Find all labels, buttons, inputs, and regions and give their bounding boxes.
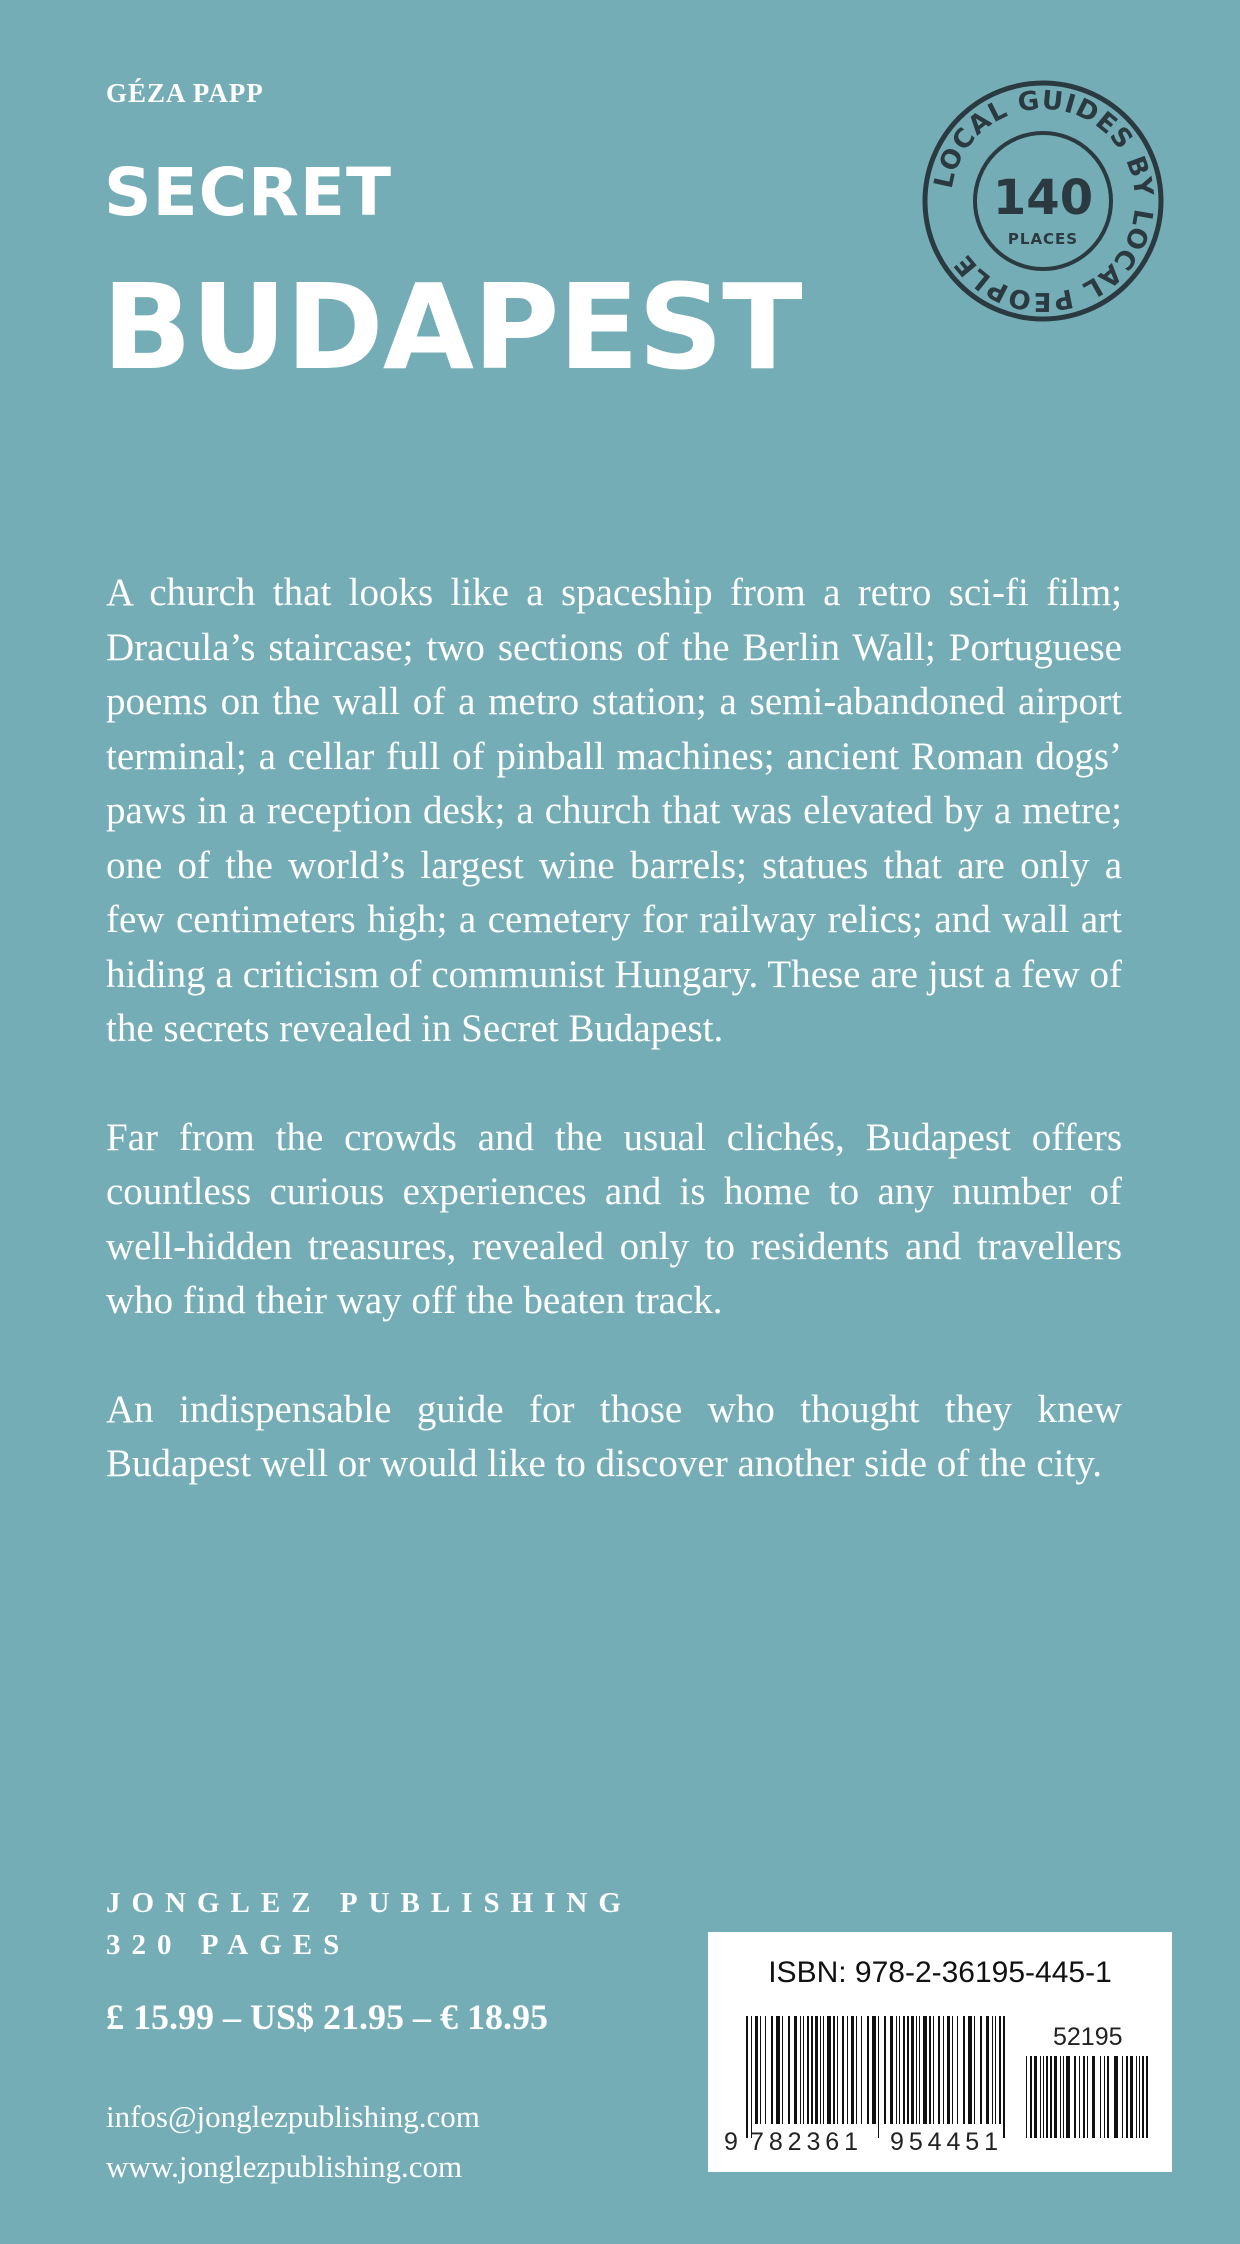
barcode-bar <box>1030 2056 1032 2138</box>
barcode-bar <box>1074 2056 1076 2138</box>
barcode-bar <box>1087 2056 1088 2138</box>
barcode-bar <box>974 2016 975 2124</box>
barcode-bar <box>851 2016 854 2124</box>
website-link[interactable]: www.jonglezpublishing.com <box>106 2149 463 2184</box>
barcode-bar <box>782 2016 783 2124</box>
barcode-bar <box>992 2016 993 2124</box>
barcode-bar <box>872 2016 876 2124</box>
barcode-digits-left: 782361 <box>750 2128 858 2156</box>
publisher-block <box>106 1882 632 1966</box>
badge-label: PLACES <box>1007 230 1079 248</box>
barcode-bar <box>947 2016 950 2124</box>
barcode-bar <box>1063 2056 1064 2138</box>
badge-number: 140 <box>992 170 1094 226</box>
barcode-bar <box>919 2016 920 2124</box>
barcode-first-digit: 9 <box>724 2128 738 2156</box>
barcode-bar <box>938 2016 940 2124</box>
title-secret: SECRET <box>104 154 392 231</box>
barcode-addon-digits: 52195 <box>1053 2023 1123 2051</box>
barcode-bar <box>1026 2056 1027 2138</box>
author-name: GÉZA PAPP <box>106 78 264 108</box>
barcode-bar <box>884 2016 886 2124</box>
addon-barcode-bars <box>1026 2056 1148 2138</box>
barcode-bar <box>755 2016 758 2124</box>
barcode-digits-right: 954451 <box>890 2128 998 2156</box>
places-badge <box>918 76 1168 326</box>
barcode-bar <box>923 2016 927 2124</box>
badge-ring-text: LOCAL GUIDES BY LOCAL PEOPLE <box>928 85 1159 317</box>
barcode-bar <box>1100 2056 1101 2138</box>
barcode-bar <box>861 2016 862 2124</box>
barcode-bar <box>820 2016 821 2124</box>
barcode-bar <box>999 2016 1001 2124</box>
page-count: 320 PAGES <box>106 1929 351 1961</box>
barcode-bar <box>1126 2056 1128 2138</box>
barcode-bar <box>1066 2056 1070 2138</box>
barcode-bar <box>1060 2056 1061 2138</box>
barcode-bar <box>823 2016 824 2124</box>
barcode-bar <box>788 2016 790 2124</box>
barcode-bar <box>1092 2056 1095 2138</box>
barcode-bar <box>933 2016 934 2124</box>
back-cover-blurb <box>106 566 1122 1546</box>
barcode-bar <box>842 2016 844 2124</box>
barcode-bar <box>765 2016 766 2124</box>
blurb-paragraph: A church that looks like a spaceship from a retro sci-fi film; Dracula’s staircase; two sections of the Berlin Wall; Portuguese poems on the wall of a metro station; a semi-abandoned airport terminal; a cellar full of pinball machines; ancient Roman dogs’ paws in a reception desk; a church that was elevated by a metre; one of the world’s largest wine barrels; statues that are only a few centimeters high; a cemetery for railway relics; and wall art hiding a criticism of communist Hungary. These are just a few of the secrets revealed in Secret Budapest. <box>106 571 1122 1050</box>
barcode-bar <box>952 2016 953 2124</box>
barcode-bar <box>1040 2056 1041 2138</box>
barcode-bar <box>968 2016 972 2124</box>
price: £ 15.99 – US$ 21.95 – € 18.95 <box>106 1997 549 2037</box>
barcode-bar <box>1146 2056 1148 2138</box>
barcode-bar <box>878 2016 879 2138</box>
barcode-panel <box>708 1932 1172 2172</box>
title-city: BUDAPEST <box>102 258 802 396</box>
barcode-bar <box>943 2016 944 2124</box>
blurb-paragraph: Far from the crowds and the usual clichés, Budapest offers countless curious experiences and is home to any number of well-hidden treasures, revealed only to residents and travellers who find their way off the beaten track. <box>106 1115 1122 1322</box>
barcode-bar <box>1054 2056 1057 2138</box>
barcode-bar <box>907 2016 909 2124</box>
barcode <box>708 1932 1172 2172</box>
barcode-bar <box>811 2016 813 2124</box>
barcode-bar <box>867 2016 869 2124</box>
barcode-bar <box>847 2016 848 2124</box>
barcode-bar <box>1107 2056 1109 2138</box>
barcode-bar <box>1139 2056 1140 2138</box>
barcode-bar <box>807 2016 809 2124</box>
barcode-bar <box>1136 2056 1137 2138</box>
blurb-paragraph: An indispensable guide for those who thought they knew Budapest well or would like to discover another side of the city. <box>106 1387 1122 1485</box>
barcode-bar <box>815 2016 818 2124</box>
barcode-bar <box>890 2016 893 2124</box>
barcode-bar <box>1043 2056 1044 2138</box>
barcode-bar <box>800 2016 801 2124</box>
barcode-bar <box>1104 2056 1105 2138</box>
barcode-bar <box>899 2016 900 2124</box>
barcode-bar <box>957 2016 958 2124</box>
barcode-bar <box>751 2016 752 2138</box>
barcode-bar <box>1046 2056 1048 2138</box>
barcode-bar <box>986 2016 989 2124</box>
barcode-bar <box>1034 2056 1037 2138</box>
barcode-bar <box>827 2016 831 2124</box>
barcode-bar <box>833 2016 835 2124</box>
email-link[interactable]: infos@jonglezpublishing.com <box>106 2099 480 2134</box>
barcode-bar <box>929 2016 931 2124</box>
barcode-bar <box>1130 2056 1133 2138</box>
barcode-bar <box>1083 2056 1085 2138</box>
barcode-bar <box>963 2016 965 2124</box>
barcode-bar <box>903 2016 905 2124</box>
barcode-bar <box>776 2016 780 2124</box>
barcode-bar <box>746 2016 748 2138</box>
barcode-bar <box>916 2016 917 2124</box>
barcode-bar <box>980 2016 982 2124</box>
barcode-bar <box>1079 2056 1080 2138</box>
barcode-bar <box>771 2016 773 2124</box>
publisher-name: JONGLEZ PUBLISHING <box>106 1887 632 1919</box>
barcode-bar <box>837 2016 838 2124</box>
barcode-bar <box>896 2016 897 2124</box>
barcode-bar <box>995 2016 996 2124</box>
barcode-bar <box>1114 2056 1118 2138</box>
barcode-bars <box>746 2016 1005 2138</box>
barcode-bar <box>760 2016 761 2124</box>
barcode-bar <box>1003 2016 1005 2138</box>
barcode-bar <box>1142 2056 1144 2138</box>
barcode-bar <box>803 2016 804 2124</box>
contact-block <box>106 2092 480 2192</box>
barcode-bar <box>911 2016 914 2124</box>
barcode-bar <box>1050 2056 1052 2138</box>
barcode-bar <box>856 2016 857 2124</box>
barcode-bar <box>794 2016 797 2124</box>
isbn-label: ISBN: 978-2-36195-445-1 <box>768 1956 1112 1989</box>
barcode-bar <box>1122 2056 1123 2138</box>
